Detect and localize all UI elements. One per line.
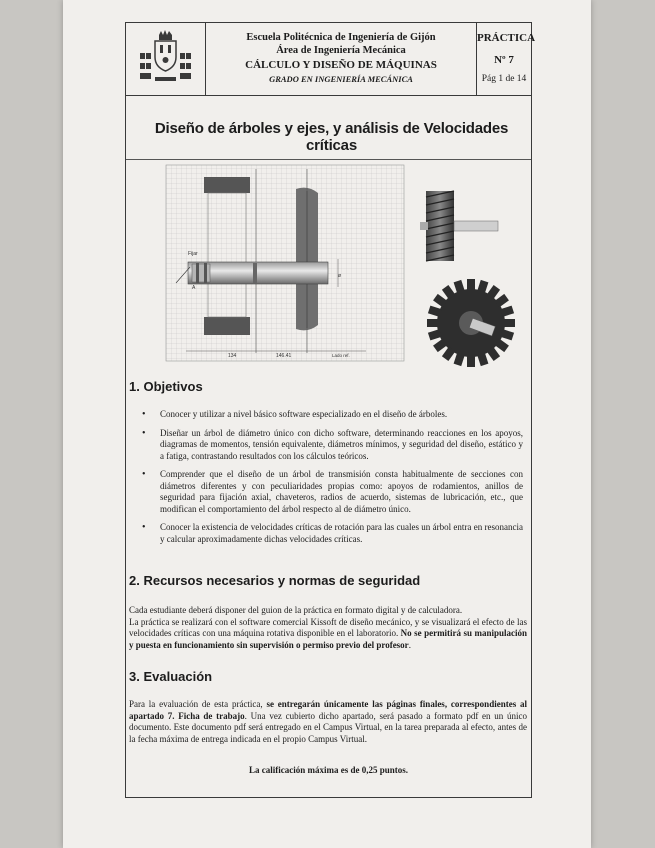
course-name: CÁLCULO Y DISEÑO DE MÁQUINAS (245, 59, 437, 71)
practice-number: Nº 7 (494, 54, 514, 66)
list-item: • Conocer la existencia de velocidades críticas de rotación para las cuales un árbol entra en resonancia y calcular aproximadamente dichas velocidades críticas. (138, 522, 523, 545)
objetivos-list (138, 409, 523, 552)
section-heading-recursos: 2. Recursos necesarios y normas de seguridad (129, 573, 421, 588)
dim-label-3: Lado ref. (332, 353, 350, 358)
evaluacion-bold: se entregarán únicamente las páginas finales, correspondientes al apartado 7. Ficha de trabajo (129, 699, 527, 721)
dim-label-2: 146.41 (276, 353, 292, 359)
list-item: • Diseñar un árbol de diámetro único con dicho software, determinando reacciones en los apoyos, diagramas de momentos, tensión equivalente, diámetros mínimos, y seguridad del diseño, estático y a fatiga, contrastando resultados con los cálculos teóricos. (138, 428, 523, 463)
list-item: • Comprender que el diseño de un árbol de transmisión consta habitualmente de secciones con diámetros diferentes y con peculiaridades propias como: apoyos de rodamientos, anillos de seguridad para fijación axial, chaveteros, radios de acuerdo, sistemas de lubricación, etc., que modifican el comportamiento del árbol respecto al de diámetro único. (138, 469, 523, 515)
page-frame (125, 22, 536, 798)
section-heading-objetivos: 1. Objetivos (129, 379, 203, 394)
helical-gear (420, 191, 498, 261)
dim-label-1: 134 (228, 353, 237, 359)
shaft-figure (126, 163, 531, 378)
title-divider (126, 159, 531, 160)
evaluacion-text-start: Para la evaluación de esta práctica, (129, 699, 267, 709)
recursos-line-1: Cada estudiante deberá disponer del guion de la práctica en formato digital y de calculadora. (129, 605, 463, 615)
max-grade-note: La calificación máxima es de 0,25 puntos. (249, 765, 408, 775)
crest-emblem (126, 23, 205, 95)
list-item: • Conocer y utilizar a nivel básico software especializado en el diseño de árboles. (138, 409, 523, 421)
document-title: Diseño de árboles y ejes, y análisis de Velocidades críticas (154, 120, 509, 154)
section-heading-evaluacion: 3. Evaluación (129, 669, 213, 684)
header-titles (206, 23, 477, 95)
page-indicator: Pág 1 de 14 (481, 74, 527, 84)
pulley-bottom (204, 317, 250, 335)
document-header (126, 23, 536, 96)
practice-label: PRÁCTICA (477, 32, 536, 44)
recursos-warning: No se permitirá su manipulación y puesta en funcionamiento sin supervisión o permiso previo del profesor (129, 628, 527, 650)
document-page (63, 0, 591, 848)
recursos-line-2 (129, 617, 527, 652)
university-crest (126, 23, 206, 95)
practice-info (477, 23, 536, 95)
svg-text:Fijar: Fijar (188, 251, 198, 257)
pulley-top (204, 177, 250, 193)
svg-text:A: A (192, 285, 196, 291)
shaft-illustration (126, 163, 531, 378)
spur-gear (427, 279, 515, 367)
degree-name: GRADO EN INGENIERÍA MECÁNICA (269, 74, 413, 84)
svg-text:ø: ø (338, 273, 342, 279)
recursos-text: La práctica se realizará con el software comercial Kissoft de diseño mecánico, y se visualizará el efecto de las velocidades críticas con una máquina rotativa disponible en el laboratorio. (129, 616, 527, 638)
area-name: Área de Ingeniería Mecánica (276, 45, 406, 56)
school-name: Escuela Politécnica de Ingeniería de Gijón (246, 32, 436, 43)
recursos-end: . (408, 639, 411, 650)
evaluacion-text-rest: . Una vez cubierto dicho apartado, será pasado a formato pdf en un único documento. Este documento pdf será entregado en el Campus Virtual, en la tarea preparada al efecto, antes de la fecha máxima de entrega indicada en el propio Campus Virtual. (129, 710, 527, 744)
evaluacion-paragraph (129, 699, 527, 745)
recursos-paragraph (129, 605, 527, 651)
